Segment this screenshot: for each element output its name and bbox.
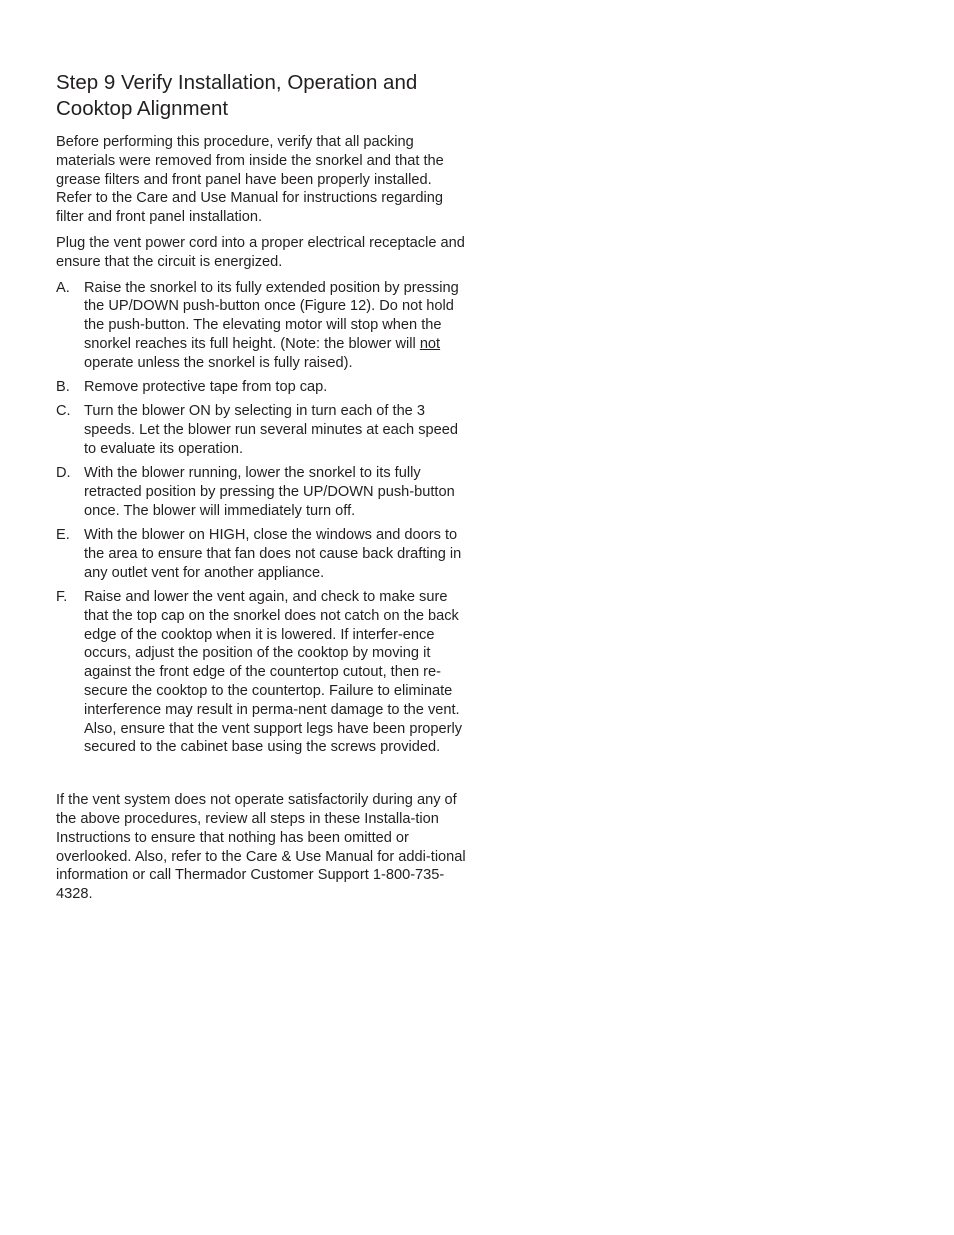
step-text-part: operate unless the snorkel is fully raised). xyxy=(84,354,353,371)
step-marker: A. xyxy=(56,279,70,296)
step-marker: C. xyxy=(56,403,71,420)
list-item-step-c xyxy=(56,402,468,458)
list-item-step-f xyxy=(56,588,468,757)
step-marker: D. xyxy=(56,465,71,482)
step-text: Raise and lower the vent again, and check to make sure that the top cap on the snorkel does not catch on the back edge of the cooktop when it is lowered. If interfer-ence occurs, adjust the position of the cooktop by moving it against the front edge of the countertop cutout, then re-secure the cooktop to the countertop. Failure to eliminate interference may result in perma-nent damage to the vent. Also, ensure that the vent support legs have been properly secured to the cabinet base using the screws provided. xyxy=(84,589,463,756)
step-marker: B. xyxy=(56,379,70,396)
step-marker: E. xyxy=(56,527,70,544)
intro-paragraph-packing: Before performing this procedure, verify that all packing materials were removed from inside the snorkel and that the grease filters and front panel have been properly installed. Refer to the Care and Use Manual for instructions regarding filter and front panel installation. xyxy=(56,134,444,226)
closing-paragraph: If the vent system does not operate satisfactorily during any of the above procedures, review all steps in these Installa-tion Instructions to ensure that nothing has been omitted or overlooked. Also, refer to the Care & Use Manual for addi-tional information or call Thermador Customer Support 1-800-735-4328. xyxy=(56,792,466,903)
list-item-step-e xyxy=(56,526,468,582)
step-text: With the blower running, lower the snorkel to its fully retracted position by pressing the UP/DOWN push-button once. The blower will immediately turn off. xyxy=(84,465,455,519)
underlined-word: not xyxy=(419,335,441,352)
intro-paragraph-power: Plug the vent power cord into a proper electrical receptacle and ensure that the circuit is energized. xyxy=(56,234,465,270)
list-item-step-a xyxy=(56,279,468,373)
step-list xyxy=(56,279,468,758)
list-item-step-d xyxy=(56,464,468,520)
step-text: Turn the blower ON by selecting in turn each of the 3 speeds. Let the blower run several minutes at each speed to evaluate its operation. xyxy=(84,403,458,457)
step-text-part: Raise the snorkel to its fully extended position by pressing the UP/DOWN push-button once (Figure 12). Do not hold the push-button. The elevating motor will stop when the snorkel reaches its full height. (Note: the blower will xyxy=(84,279,459,352)
step-marker: F. xyxy=(56,589,68,606)
step-text: Remove protective tape from top cap. xyxy=(84,379,328,396)
page-title: Step 9 Verify Installation, Operation and Cooktop Alignment xyxy=(56,71,418,120)
document-column xyxy=(56,70,468,911)
list-item-step-b xyxy=(56,378,468,397)
step-text: With the blower on HIGH, close the windows and doors to the area to ensure that fan does not cause back drafting in any outlet vent for another appliance. xyxy=(84,527,462,581)
step-text xyxy=(84,279,468,373)
